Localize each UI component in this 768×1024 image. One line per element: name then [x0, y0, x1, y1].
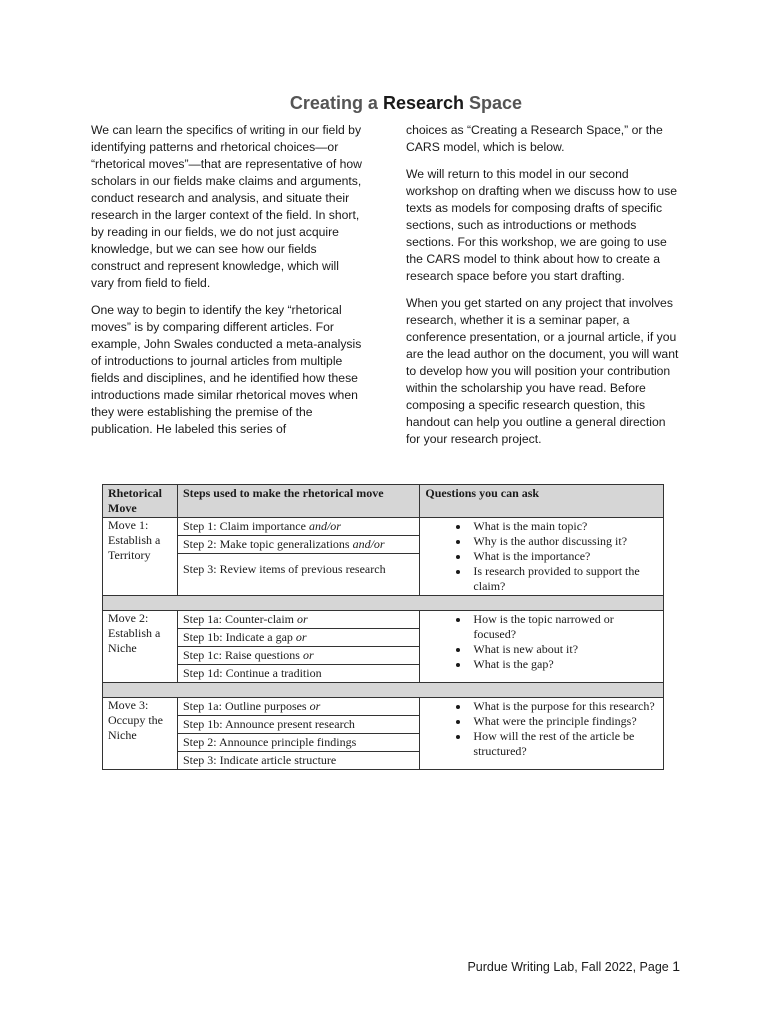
- header-questions: Questions you can ask: [420, 485, 664, 518]
- footer-text: Purdue Writing Lab, Fall 2022, Page: [467, 960, 673, 974]
- step: Step 2: Announce principle findings: [178, 734, 419, 752]
- questions-cell: [420, 518, 664, 596]
- step: Step 1a: Counter-claim or: [178, 611, 419, 629]
- paragraph: We will return to this model in our second workshop on drafting when we discuss how to use texts as models for composing drafts of specific sections, such as introductions or methods sections. For this workshop, we are going to use the CARS model to think about how to create a research space before you start drafting.: [406, 167, 677, 283]
- list-item: • What is new about it?: [470, 642, 658, 657]
- steps-cell: [177, 611, 419, 683]
- paragraph: When you get started on any project that involves research, whether it is a seminar paper, a conference presentation, or a journal article, if you are the lead author on the document, you will want to develop how you will position your contribution within the scholarship you have read. Before composing a specific research question, this handout can help you outline a general direction for your research project.: [406, 296, 679, 446]
- title-part: Space: [464, 93, 523, 113]
- table-row: [103, 518, 664, 596]
- table-row: [103, 698, 664, 770]
- list-item: • Is research provided to support the claim?: [470, 564, 658, 594]
- header-move: Rhetorical Move: [103, 485, 178, 518]
- list-item: • Why is the author discussing it?: [470, 534, 658, 549]
- move-cell: Move 1: Establish a Territory: [103, 518, 178, 596]
- step: Step 1b: Announce present research: [178, 716, 419, 734]
- title-emphasis: Research: [382, 93, 465, 113]
- step: Step 1a: Outline purposes or: [178, 698, 419, 716]
- list-item: • What is the importance?: [470, 549, 658, 564]
- step: Step 1c: Raise questions or: [178, 647, 419, 665]
- table-row: [103, 611, 664, 683]
- paragraph: choices as “Creating a Research Space,” or the CARS model, which is below.: [406, 123, 663, 154]
- questions-cell: [420, 698, 664, 770]
- step: Step 1: Claim importance and/or: [178, 518, 419, 536]
- page-footer: [467, 958, 680, 974]
- list-item: • What is the gap?: [470, 657, 658, 672]
- step: Step 1b: Indicate a gap or: [178, 629, 419, 647]
- table-header-row: [103, 485, 664, 518]
- spacer-cell: [103, 683, 664, 698]
- steps-cell: [177, 518, 419, 596]
- table-spacer-row: [103, 683, 664, 698]
- move-cell: Move 3: Occupy the Niche: [103, 698, 178, 770]
- cars-model-table: [102, 484, 664, 770]
- step: Step 2: Make topic generalizations and/or: [178, 536, 419, 554]
- list-item: • What is the main topic?: [470, 519, 658, 534]
- question-list: [425, 698, 658, 760]
- question-list: [425, 518, 658, 595]
- list-item: • What were the principle findings?: [470, 714, 658, 729]
- list-item: • How will the rest of the article be structured?: [470, 729, 658, 759]
- header-steps: Steps used to make the rhetorical move: [177, 485, 419, 518]
- title-part: Creating a: [289, 93, 383, 113]
- page-title: [0, 93, 768, 114]
- step: Step 3: Indicate article structure: [182, 753, 337, 767]
- paragraph: We can learn the specifics of writing in our field by identifying patterns and rhetorical choices—or “rhetorical moves”—that are representative of how scholars in our fields make claims and arguments, conduct research and analysis, and situate their research in the larger context of the field. In short, by reading in our fields, we do not just acquire knowledge, but we can see how our fields construct and represent knowledge, which will vary from field to field.: [91, 123, 362, 290]
- page-number: 1: [672, 958, 680, 974]
- spacer-cell: [103, 596, 664, 611]
- right-column: [406, 122, 682, 458]
- list-item: • How is the topic narrowed or focused?: [470, 612, 658, 642]
- questions-cell: [420, 611, 664, 683]
- move-cell: Move 2: Establish a Niche: [103, 611, 178, 683]
- left-column: [91, 122, 363, 448]
- steps-cell: [177, 698, 419, 770]
- step: Step 3: Review items of previous research: [182, 562, 386, 576]
- paragraph: One way to begin to identify the key “rhetorical moves” is by comparing different articles. For example, John Swales conducted a meta-analysis of introductions to journal articles from multiple fields and disciplines, and he identified how these introductions made similar rhetorical moves when they were establishing the premise of the publication. He labeled this series of: [91, 303, 362, 436]
- step: Step 1d: Continue a tradition: [182, 666, 322, 680]
- table-spacer-row: [103, 596, 664, 611]
- question-list: [425, 611, 658, 673]
- list-item: • What is the purpose for this research?: [470, 699, 658, 714]
